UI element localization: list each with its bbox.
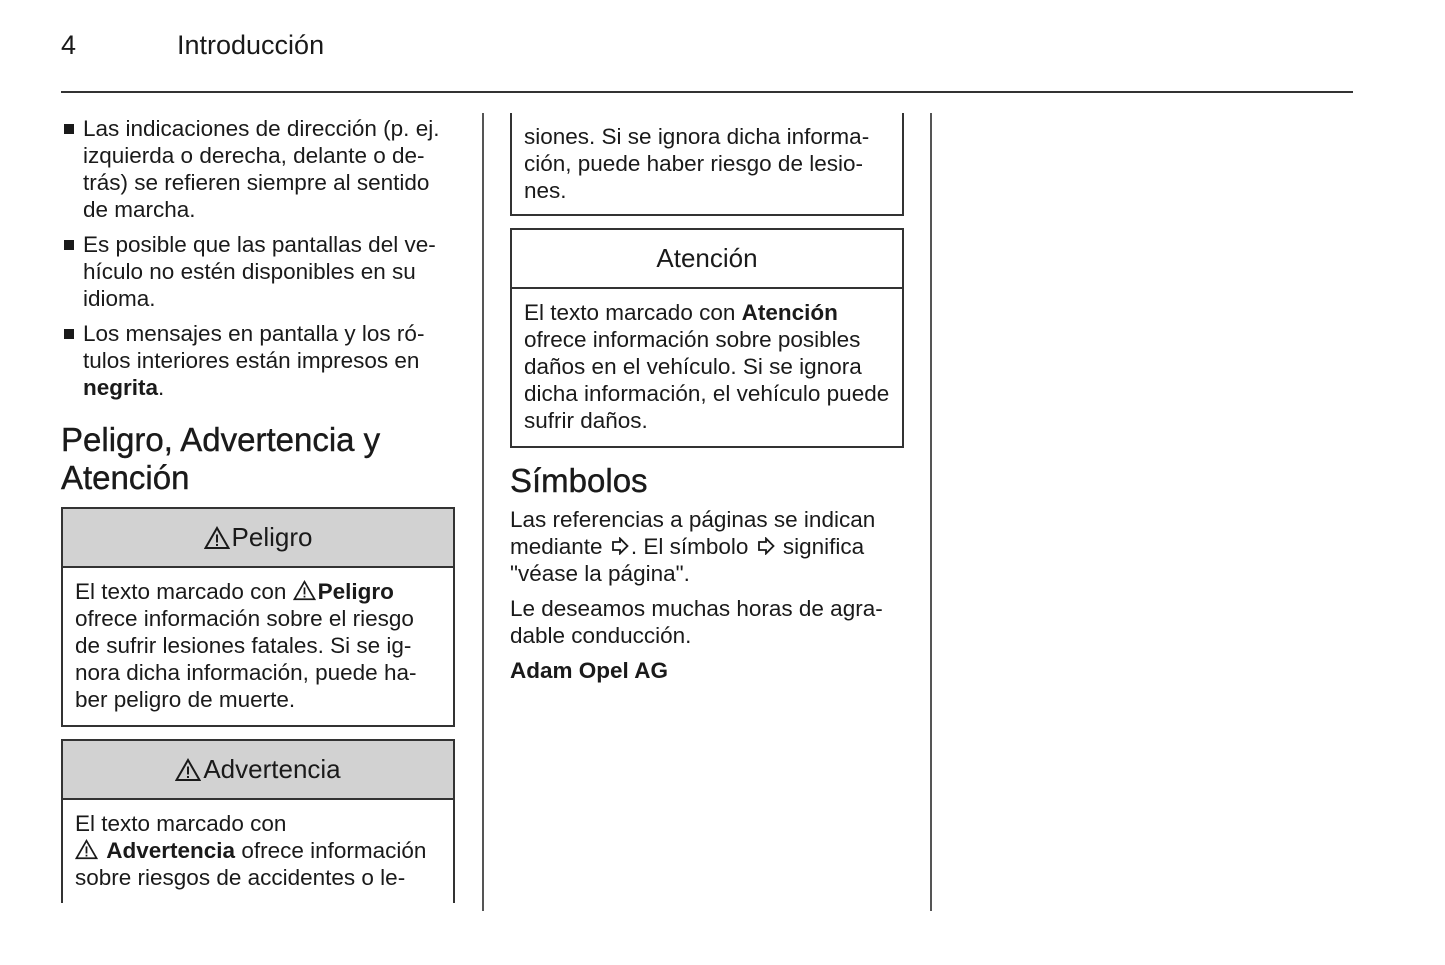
closing-paragraph: Le deseamos muchas horas de agradable conducción. [510,596,883,648]
warning-triangle-icon [293,580,316,601]
advertencia-box-text: El texto marcado con Advertencia ofrece información sobre riesgos de accidentes o le- [75,811,427,890]
column-middle [510,115,905,692]
simbolos-paragraph: Las referencias a páginas se indican mediante . El símbolo significa "véase la página". [510,507,876,586]
chapter-title: Introducción [177,30,325,60]
advertencia-box-title: Advertencia [63,741,453,800]
column-divider-1 [482,113,484,911]
peligro-box-text: El texto marcado con Peligro ofrece información sobre el riesgo de sufrir lesiones fatales. Si se ignora dicha información, puede haber peligro de muerte. [75,579,417,712]
atencion-box [510,228,904,448]
atencion-box-title: Atención [512,230,902,289]
column-divider-2 [930,113,932,911]
peligro-box [61,507,455,727]
column-left [61,115,456,903]
list-item: Las indicaciones de dirección (p. ej. izquierda o derecha, delante o detrás) se refieren siempre al sentido de marcha. [61,115,456,223]
section-heading: Símbolos [510,462,648,499]
advertencia-box [61,739,455,903]
warning-triangle-icon [75,839,98,860]
advertencia-box-continued [510,113,904,216]
signature: Adam Opel AG [510,658,668,683]
page-reference-arrow-icon [611,537,629,555]
section-heading: Peligro, Advertencia y Atención [61,421,381,496]
bullet-list [61,115,456,401]
list-item: Es posible que las pantallas del vehículo no estén disponibles en su idioma. [61,231,456,312]
page-reference-arrow-icon [757,537,775,555]
list-item: Los mensajes en pantalla y los rótulos interiores están impresos en negrita. [61,320,456,401]
advertencia-continuation-text: siones. Si se ignora dicha información, puede haber riesgo de lesiones. [524,124,870,203]
header-rule [61,91,1353,93]
peligro-box-title: Peligro [63,509,453,568]
page-number: 4 [61,30,77,60]
warning-triangle-icon [204,526,230,550]
atencion-box-text: El texto marcado con Atención ofrece información sobre posibles daños en el vehículo. Si se ignora dicha información, el vehículo puede sufrir daños. [524,300,890,433]
warning-triangle-icon [175,758,201,782]
